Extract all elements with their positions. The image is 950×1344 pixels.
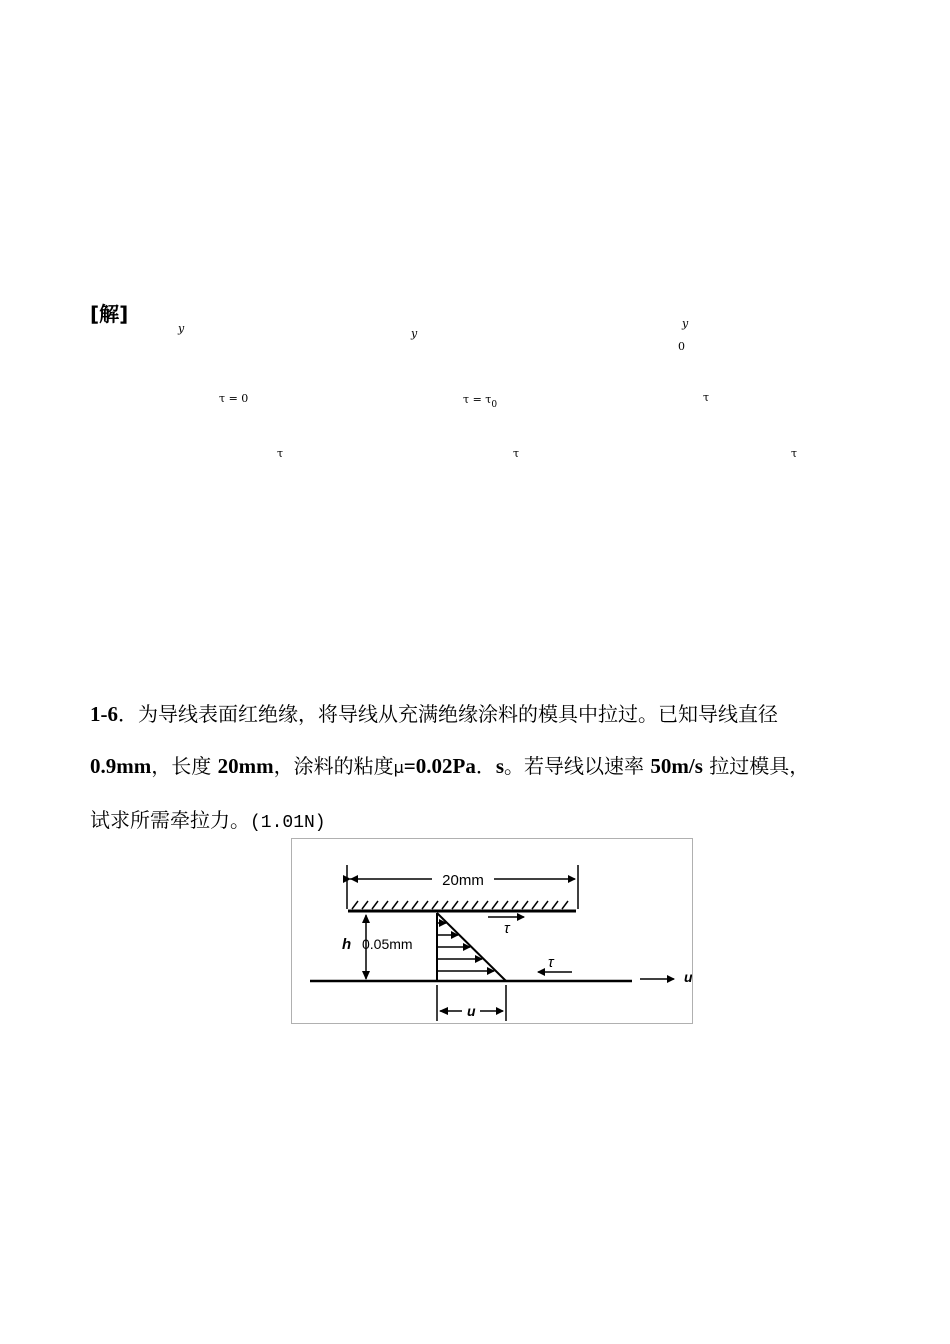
symbol-zero: 0 <box>678 340 685 353</box>
symbol-tau: τ <box>513 447 520 460</box>
gap-label: 0.05mm <box>362 936 413 952</box>
symbol-tau: τ <box>791 447 798 460</box>
equation-tau-tau0: $\tau = \tau_0$ <box>463 393 498 410</box>
tau-top-label: τ <box>504 920 510 937</box>
velocity-label-right: u <box>684 969 692 985</box>
tau-bottom-label: τ <box>548 954 554 971</box>
problem-statement <box>90 688 870 849</box>
problem-number: 1-6 <box>90 702 118 726</box>
symbol-y: y <box>682 317 689 330</box>
symbol-tau: τ <box>277 447 284 460</box>
symbol-tau: τ <box>703 391 710 404</box>
h-label: h <box>342 936 352 953</box>
wall-hatching <box>352 901 568 909</box>
equation-tau-zero: τ = 0 <box>219 392 249 405</box>
velocity-profile-arrows <box>437 923 494 971</box>
symbol-y: y <box>411 327 418 340</box>
die-diagram <box>291 838 693 1024</box>
solution-marker: [解] <box>90 302 129 326</box>
answer: (1.01N) <box>250 813 326 833</box>
length-label: 20mm <box>442 872 484 889</box>
symbol-y: y <box>178 322 185 335</box>
problem-line-2: 0.9mm，长度 20mm，涂料的粘度μ=0.02Pa．s。若导线以速率 50m/s 拉过模具， <box>90 754 810 778</box>
problem-line-3: 试求所需牵拉力。(1.01N) <box>90 808 326 833</box>
velocity-label-bottom: u <box>467 1003 476 1019</box>
die-diagram-svg <box>292 839 692 1023</box>
problem-line-1: 1-6．为导线表面红绝缘，将导线从充满绝缘涂料的模具中拉过。已知导线直径 <box>90 702 778 726</box>
